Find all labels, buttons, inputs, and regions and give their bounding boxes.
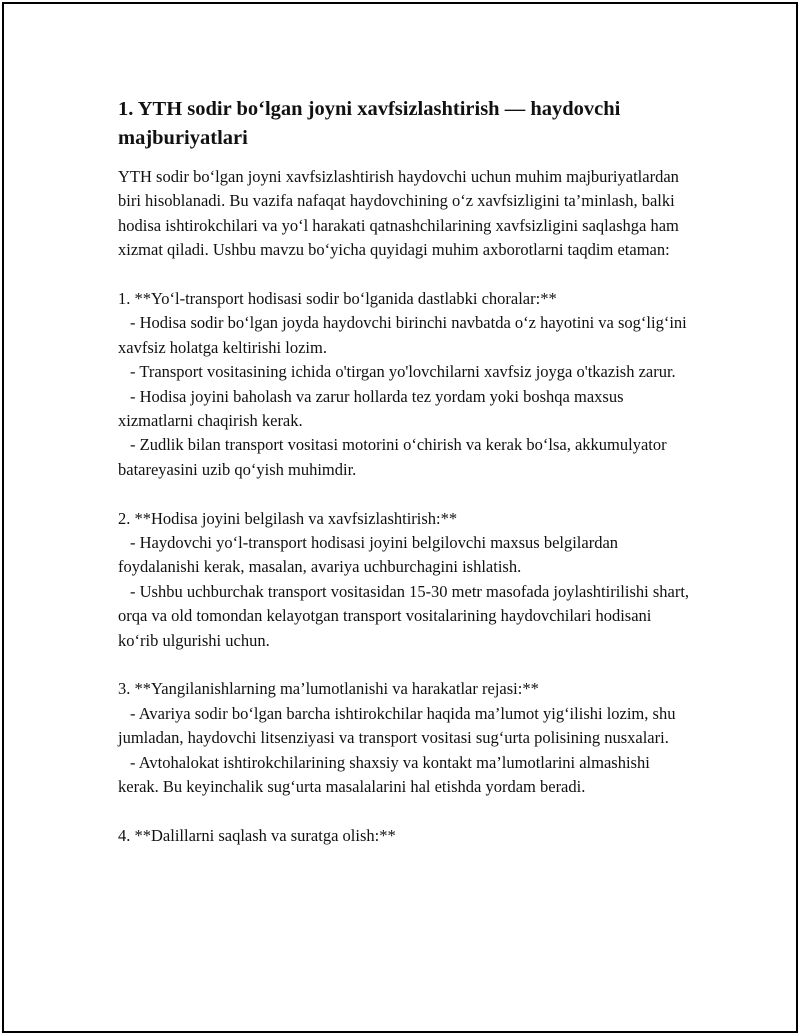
section-heading: 3. **Yangilanishlarning ma’lumotlanishi va harakatlar rejasi:** xyxy=(118,679,539,699)
intro-paragraph: YTH sodir bo‘lgan joyni xavfsizlashtirish haydovchi uchun muhim majburiyatlardan biri hisoblanadi. Bu vazifa nafaqat haydovchining o‘z xavfsizligini ta’minlash, balki hodisa ishtirokchilari va yo‘l harakati qatnashchilarining xavfsizligini saqlashga ham xizmat qiladi. Ushbu mavzu bo‘yicha quyidagi muhim axborotlarni taqdim etaman: xyxy=(118,167,679,260)
list-item: - Avariya sodir bo‘lgan barcha ishtirokchilar haqida ma’lumot yig‘ilishi lozim, shu jumladan, haydovchi litsenziyasi va transport vositasi sug‘urta polisining nusxalari. xyxy=(118,703,680,748)
list-item: - Avtohalokat ishtirokchilarining shaxsiy va kontakt ma’lumotlarini almashishi kerak. Bu keyinchalik sug‘urta masalalarini hal etishda yordam beradi. xyxy=(118,752,654,797)
section-1 xyxy=(118,287,690,482)
list-item: - Hodisa joyini baholash va zarur hollarda tez yordam yoki boshqa maxsus xizmatlarni chaqirish kerak. xyxy=(118,386,628,431)
list-item: - Zudlik bilan transport vositasi motorini o‘chirish va kerak bo‘lsa, akkumulyator batareyasini uzib qo‘yish muhimdir. xyxy=(118,435,671,479)
document-body xyxy=(118,95,694,848)
section-heading: 4. **Dalillarni saqlash va suratga olish:** xyxy=(118,825,396,845)
list-item: - Transport vositasining ichida o'tirgan yo'lovchilarni xavfsiz joyga o'tkazish zarur. xyxy=(130,362,676,382)
section-3 xyxy=(118,677,690,799)
section-heading: 2. **Hodisa joyini belgilash va xavfsizlashtirish:** xyxy=(118,508,458,528)
section-heading: 1. **Yo‘l-transport hodisasi sodir bo‘lganida dastlabki choralar:** xyxy=(118,289,557,309)
page-title: 1. YTH sodir bo‘lgan joyni xavfsizlashtirish — haydovchi majburiyatlari xyxy=(118,98,621,149)
list-item: - Haydovchi yo‘l-transport hodisasi joyini belgilovchi maxsus belgilardan foydalanishi kerak, masalan, avariya uchburchagini ishlatish. xyxy=(118,533,623,577)
section-2 xyxy=(118,507,694,653)
list-item: - Hodisa sodir bo‘lgan joyda haydovchi birinchi navbatda o‘z hayotini va sog‘lig‘ini xavfsiz holatga keltirishi lozim. xyxy=(118,313,691,357)
list-item: - Ushbu uchburchak transport vositasidan 15-30 metr masofada joylashtirilishi shart, orqa va old tomondan kelayotgan transport vositalarining haydovchilari hodisani ko‘rib ulgurishi uchun. xyxy=(118,581,694,650)
section-4 xyxy=(118,824,690,848)
